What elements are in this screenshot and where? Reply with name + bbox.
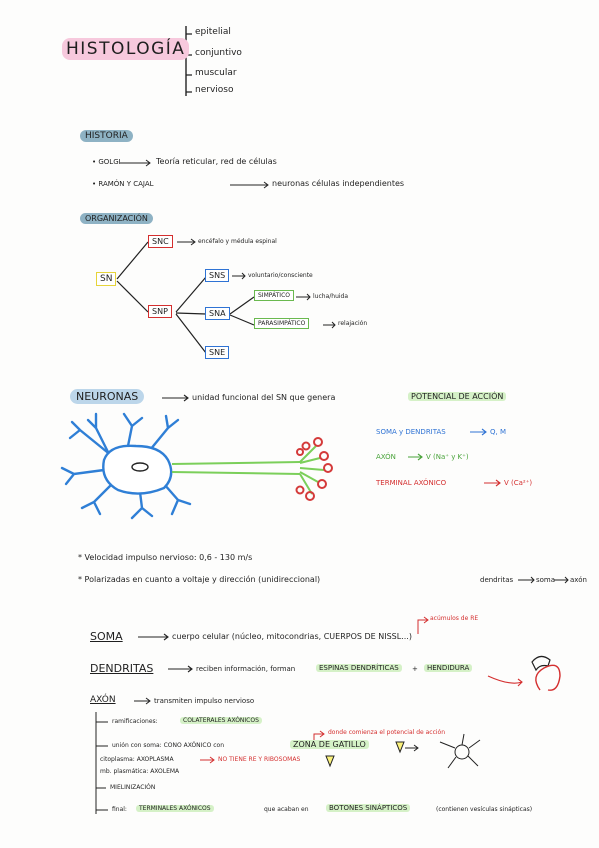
flow-soma: soma [536, 576, 556, 584]
axon-botones: BOTONES SINÁPTICOS [326, 804, 410, 812]
flow-axon: axón [570, 576, 587, 584]
dendritas-term: DENDRITAS [90, 662, 154, 675]
tissue-type-epitelial: epitelial [195, 27, 231, 37]
legend-axon-value: V (Na⁺ y K⁺) [426, 453, 469, 461]
axon-membrana: mb. plasmática: AXOLEMA [100, 768, 180, 775]
axon-citoplasma: citoplasma: AXOPLASMA [100, 756, 174, 763]
arrow-neuronas [162, 395, 188, 401]
axon-zona-gatillo: ZONA DE GATILLO [290, 740, 369, 749]
legend-terminal-value: V (Ca²⁺) [504, 479, 533, 487]
node-sne: SNE [205, 346, 229, 359]
neuronas-desc: unidad funcional del SN que genera [192, 393, 336, 402]
note-velocidad: * Velocidad impulso nervioso: 0,6 - 130 m/s [78, 553, 253, 562]
arrow-simpatico [296, 294, 310, 300]
historia-item-cajal: • RAMÓN Y CAJAL [92, 180, 154, 188]
historia-item-golgi: • GOLGI [92, 158, 121, 166]
axon-citoplasma-note: NO TIENE RE Y RIBOSOMAS [218, 756, 301, 763]
arrow-parasimpatico [323, 322, 335, 328]
arrow-snc [177, 239, 195, 245]
neuron-drawing [62, 414, 332, 518]
node-snc: SNC [148, 235, 173, 248]
page-title: HISTOLOGÍA [62, 38, 189, 60]
soma-term: SOMA [90, 630, 123, 643]
historia-heading: HISTORIA [80, 130, 133, 142]
arrow-cajal [230, 182, 268, 188]
node-sns: SNS [205, 269, 229, 282]
historia-cajal-text: neuronas células independientes [272, 179, 405, 188]
tissue-type-conjuntivo: conjuntivo [195, 48, 242, 58]
neuronas-heading: NEURONAS [70, 389, 144, 404]
flow-dendritas: dendritas [480, 576, 514, 584]
dendritas-desc: reciben información, forman [196, 665, 296, 673]
snc-desc: encéfalo y médula espinal [198, 238, 277, 245]
node-snp: SNP [148, 305, 172, 318]
tree-sna [230, 297, 254, 325]
neuronas-potencial: POTENCIAL DE ACCIÓN [408, 392, 506, 401]
tree-sn [117, 242, 148, 312]
parasimpatico-desc: relajación [338, 320, 368, 327]
arrow-golgi [120, 160, 150, 166]
legend-terminal: TERMINAL AXÓNICO [376, 479, 447, 487]
legend-axon: AXÓN [376, 453, 396, 461]
soma-desc: cuerpo celular (núcleo, mitocondrias, CUERPOS DE NISSL...) [172, 632, 412, 641]
axon-final-note: (contienen vesículas sinápticas) [436, 806, 533, 813]
neuron-sketch-small [440, 734, 480, 768]
axon-desc: transmiten impulso nervioso [154, 697, 255, 705]
axon-final-mid: que acaban en [264, 806, 309, 813]
legend-soma-dendritas: SOMA y DENDRITAS [376, 428, 446, 436]
soma-note: acúmulos de RE [430, 615, 479, 622]
axon-mielinizacion: MIELINIZACIÓN [110, 784, 156, 791]
axon-colaterales: COLATERALES AXÓNICOS [180, 717, 262, 724]
simpatico-desc: lucha/huida [313, 293, 349, 300]
tree-snp [176, 277, 206, 353]
sns-desc: voluntario/consciente [248, 272, 313, 279]
axon-term: AXÓN [90, 695, 116, 705]
historia-golgi-text: Teoría reticular, red de células [156, 157, 277, 166]
arrow-sns [232, 273, 245, 279]
tissue-type-muscular: muscular [195, 68, 237, 78]
tissue-type-nervioso: nervioso [195, 85, 234, 95]
axon-final-label: final: [112, 806, 127, 813]
node-parasimpatico: PARASIMPÁTICO [254, 318, 309, 329]
legend-soma-value: Q, M [490, 428, 506, 436]
axon-terminales: TERMINALES AXÓNICOS [136, 805, 214, 812]
dendritas-espinas: ESPINAS DENDRÍTICAS [316, 664, 402, 672]
note-polarizadas: * Polarizadas en cuanto a voltaje y dirección (unidireccional) [78, 575, 321, 584]
node-sna: SNA [205, 307, 230, 320]
dendritas-plus: + [412, 665, 418, 673]
axon-union-label: unión con soma: CONO AXÓNICO con [112, 742, 225, 749]
node-sn: SN [96, 272, 116, 286]
organizacion-heading: ORGANIZACIÓN [80, 213, 153, 224]
axon-ramificaciones-label: ramificaciones: [112, 718, 158, 725]
node-simpatico: SIMPÁTICO [254, 290, 294, 301]
axon-union-note: donde comienza el potencial de acción [328, 729, 446, 736]
synapse-sketch [532, 656, 560, 690]
dendritas-hendidura: HENDIDURA [424, 664, 472, 672]
